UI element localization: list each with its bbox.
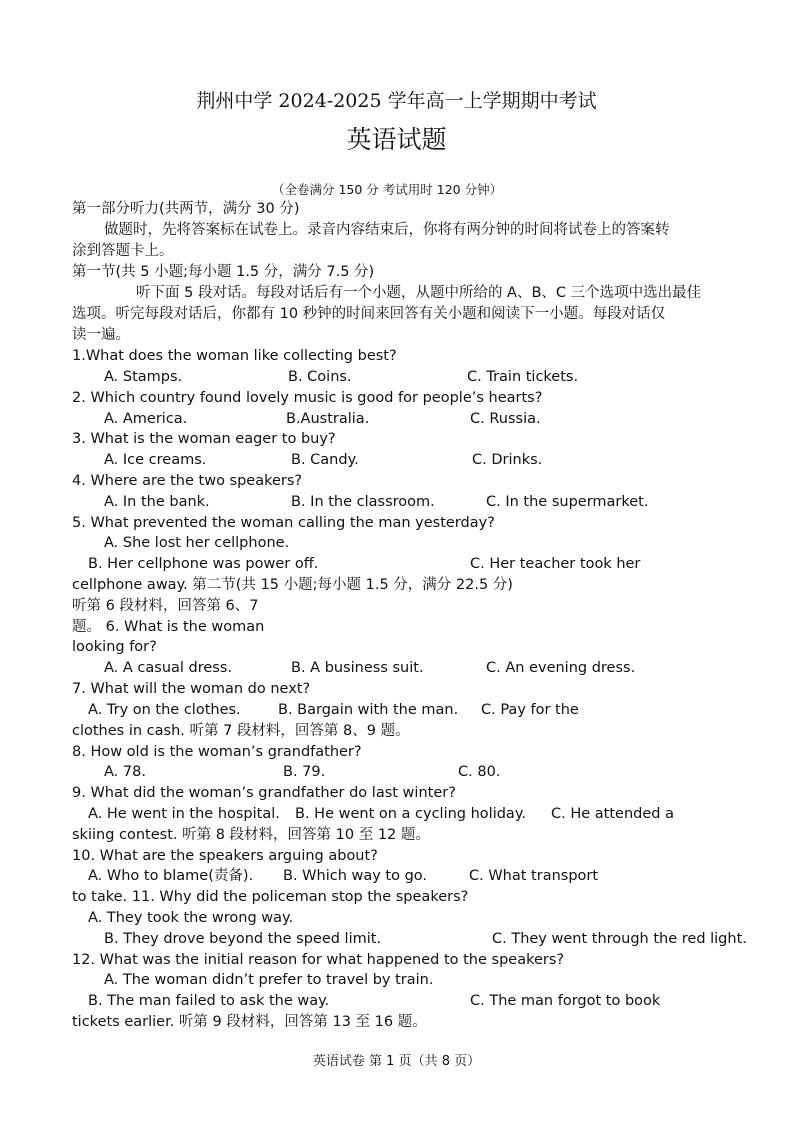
page-footer: 英语试卷 第 1 页（共 8 页）: [312, 1054, 481, 1069]
option-a: A. A casual dress.: [104, 660, 233, 676]
wrapped-line: tickets earlier. 听第 9 段材料，回答第 13 至 16 题。: [72, 1014, 427, 1030]
question-text: 9. What did the woman’s grandfather do last winter?: [72, 785, 456, 801]
option-a: A. The woman didn’t prefer to travel by train.: [104, 972, 434, 988]
option-a: A. In the bank.: [104, 494, 210, 510]
option-a: A. Try on the clothes.: [88, 702, 241, 718]
option-c: C. Her teacher took her: [470, 556, 641, 572]
question-text: 1.What does the woman like collecting best?: [72, 348, 397, 364]
option-b: B. Coins.: [288, 369, 352, 385]
option-c: C. They went through the red light.: [492, 931, 747, 947]
option-a: A. America.: [104, 411, 188, 427]
option-b: B. The man failed to ask the way.: [88, 993, 330, 1009]
option-b: B. Her cellphone was power off.: [88, 556, 319, 572]
wrapped-line: cellphone away. 第二节(共 15 小题;每小题 1.5 分，满分 22.5 分): [72, 577, 513, 593]
instruction-line: 题。 6. What is the woman: [72, 619, 265, 635]
question-text: 4. Where are the two speakers?: [72, 473, 303, 489]
question-text: 10. What are the speakers arguing about?: [72, 848, 378, 864]
exam-title: 荆州中学 2024-2025 学年高一上学期期中考试: [196, 90, 597, 112]
option-c: C. An evening dress.: [486, 660, 636, 676]
instruction-line: 听第 6 段材料，回答第 6、7: [72, 598, 259, 614]
question-text: 12. What was the initial reason for what happened to the speakers?: [72, 952, 565, 968]
question-text: 5. What prevented the woman calling the man yesterday?: [72, 515, 495, 531]
question-text: 7. What will the woman do next?: [72, 681, 311, 697]
option-c: C. Train tickets.: [467, 369, 579, 385]
option-c: C. Drinks.: [472, 452, 543, 468]
question-text: 8. How old is the woman’s grandfather?: [72, 744, 362, 760]
wrapped-line: looking for?: [72, 639, 157, 655]
question-text: 2. Which country found lovely music is good for people’s hearts?: [72, 390, 543, 406]
option-b: B. A business suit.: [291, 660, 424, 676]
wrapped-line: clothes in cash. 听第 7 段材料，回答第 8、9 题。: [72, 723, 410, 739]
option-c: C. The man forgot to book: [470, 993, 661, 1009]
option-c: C. In the supermarket.: [486, 494, 649, 510]
option-b: B. Bargain with the man.: [278, 702, 459, 718]
instruction-line: 选项。听完每段对话后，你都有 10 秒钟的时间来回答有关小题和阅读下一小题。每段对话仅: [72, 306, 666, 322]
option-c: C. 80.: [458, 764, 501, 780]
instruction-line: 读一遍。: [72, 327, 130, 343]
option-a: A. He went in the hospital.: [88, 806, 280, 822]
option-b: B.Australia.: [286, 411, 370, 427]
section-heading: 第一部分听力(共两节，满分 30 分): [72, 201, 300, 217]
option-b: B. 79.: [283, 764, 326, 780]
option-c: C. Russia.: [470, 411, 541, 427]
option-a: A. She lost her cellphone.: [104, 535, 290, 551]
instruction-line: 做题时，先将答案标在试卷上。录音内容结束后，你将有两分钟的时间将试卷上的答案转: [104, 222, 670, 238]
section-heading: 第一节(共 5 小题;每小题 1.5 分，满分 7.5 分): [72, 264, 375, 280]
option-c: C. Pay for the: [481, 702, 579, 718]
option-b: B. He went on a cycling holiday.: [295, 806, 526, 822]
option-a: A. Who to blame(责备).: [88, 868, 254, 884]
option-b: B. Candy.: [291, 452, 359, 468]
instruction-line: 听下面 5 段对话。每段对话后有一个小题，从题中所给的 A、B、C 三个选项中选出最佳: [136, 285, 702, 301]
option-b: B. Which way to go.: [283, 868, 428, 884]
option-b: B. In the classroom.: [291, 494, 435, 510]
exam-info: （全卷满分 150 分 考试用时 120 分钟）: [272, 182, 503, 197]
option-a: A. Ice creams.: [104, 452, 207, 468]
wrapped-line: skiing contest. 听第 8 段材料，回答第 10 至 12 题。: [72, 827, 430, 843]
option-c: C. What transport: [469, 868, 599, 884]
option-b: B. They drove beyond the speed limit.: [104, 931, 382, 947]
wrapped-line: to take. 11. Why did the policeman stop the speakers?: [72, 889, 469, 905]
option-a: A. They took the wrong way.: [88, 910, 294, 926]
question-text: 3. What is the woman eager to buy?: [72, 431, 336, 447]
option-c: C. He attended a: [551, 806, 674, 822]
instruction-line: 涂到答题卡上。: [72, 243, 174, 259]
exam-subject: 英语试题: [346, 125, 447, 154]
option-a: A. 78.: [104, 764, 146, 780]
option-a: A. Stamps.: [104, 369, 183, 385]
